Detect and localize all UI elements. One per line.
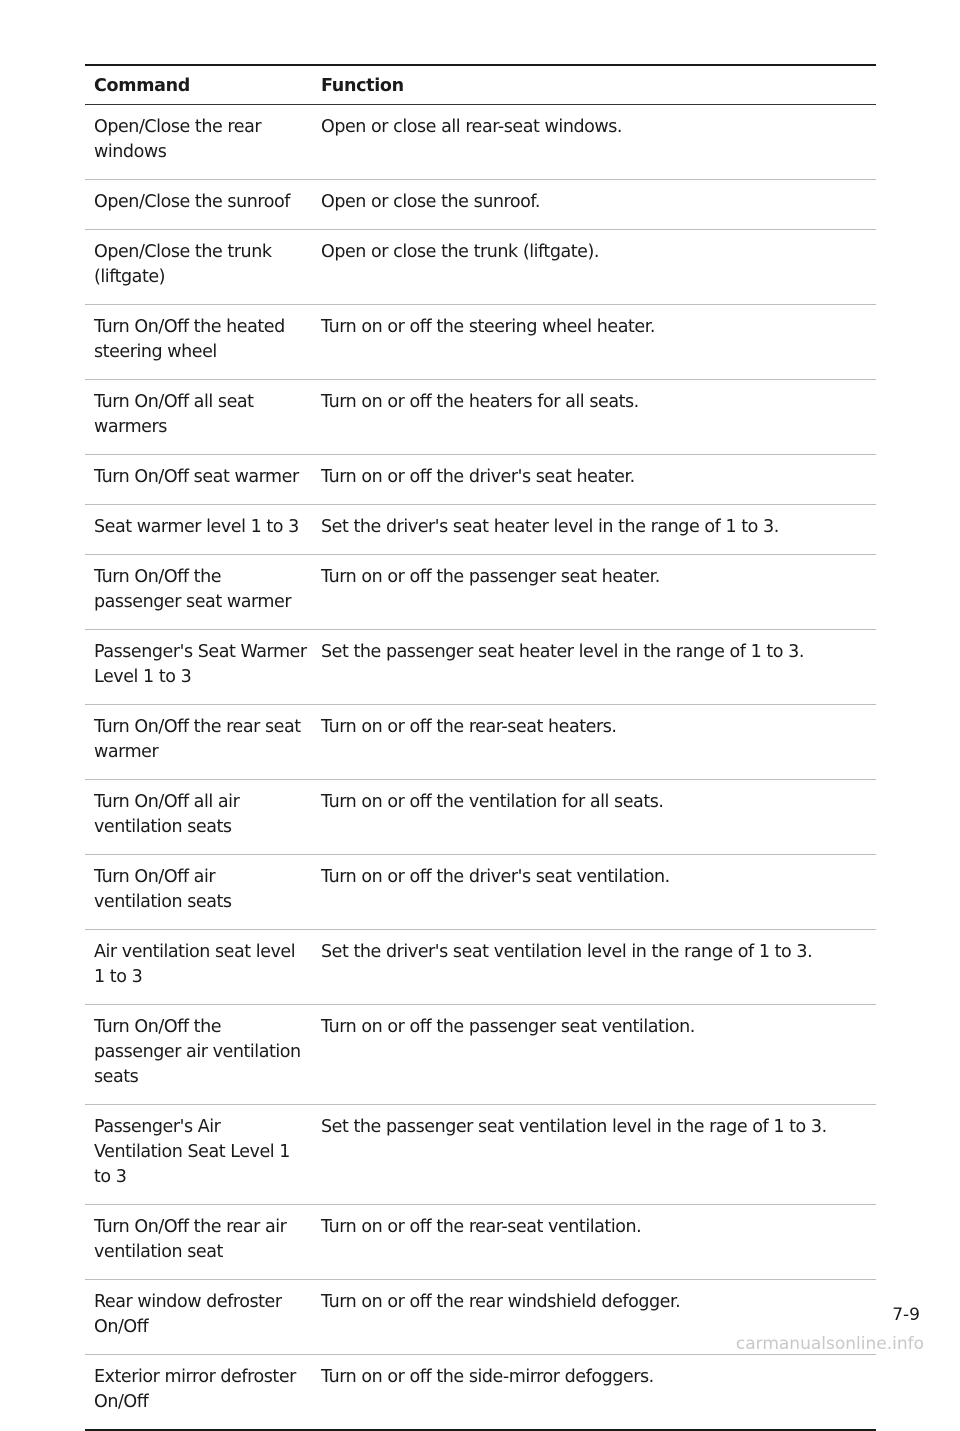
- command-cell: Rear window defroster On/Off: [85, 1280, 312, 1355]
- command-cell: Open/Close the trunk (liftgate): [85, 230, 312, 305]
- table-row: [85, 380, 876, 455]
- command-cell: Turn On/Off air ventilation seats: [85, 855, 312, 930]
- table-header: [85, 65, 876, 105]
- column-header-function: Function: [312, 65, 876, 105]
- column-header-command: Command: [85, 65, 312, 105]
- command-cell: Open/Close the rear windows: [85, 105, 312, 180]
- function-cell: Set the driver's seat ventilation level in the range of 1 to 3.: [312, 930, 876, 1005]
- table-row: [85, 1355, 876, 1431]
- function-cell: Set the passenger seat heater level in the range of 1 to 3.: [312, 630, 876, 705]
- table-row: [85, 705, 876, 780]
- command-cell: Seat warmer level 1 to 3: [85, 505, 312, 555]
- command-cell: Turn On/Off the heated steering wheel: [85, 305, 312, 380]
- table-row: [85, 930, 876, 1005]
- command-cell: Air ventilation seat level 1 to 3: [85, 930, 312, 1005]
- table-row: [85, 1105, 876, 1205]
- table-row: [85, 305, 876, 380]
- command-table: [85, 64, 876, 1431]
- function-cell: Open or close the sunroof.: [312, 180, 876, 230]
- function-cell: Turn on or off the heaters for all seats.: [312, 380, 876, 455]
- function-cell: Turn on or off the passenger seat ventilation.: [312, 1005, 876, 1105]
- function-cell: Set the passenger seat ventilation level in the rage of 1 to 3.: [312, 1105, 876, 1205]
- command-cell: Turn On/Off all air ventilation seats: [85, 780, 312, 855]
- table-row: [85, 180, 876, 230]
- table-row: [85, 855, 876, 930]
- function-cell: Turn on or off the driver's seat ventilation.: [312, 855, 876, 930]
- table-row: [85, 105, 876, 180]
- function-cell: Turn on or off the rear windshield defogger.: [312, 1280, 876, 1355]
- command-cell: Turn On/Off seat warmer: [85, 455, 312, 505]
- table-row: [85, 630, 876, 705]
- command-cell: Exterior mirror defroster On/Off: [85, 1355, 312, 1431]
- table-row: [85, 1205, 876, 1280]
- header-row: [85, 65, 876, 105]
- function-cell: Turn on or off the passenger seat heater.: [312, 555, 876, 630]
- command-cell: Turn On/Off the rear seat warmer: [85, 705, 312, 780]
- command-cell: Turn On/Off the passenger seat warmer: [85, 555, 312, 630]
- table-row: [85, 455, 876, 505]
- table-body: [85, 105, 876, 1431]
- command-table-container: [85, 64, 876, 1431]
- function-cell: Turn on or off the rear-seat ventilation.: [312, 1205, 876, 1280]
- table-row: [85, 230, 876, 305]
- command-cell: Turn On/Off the passenger air ventilation seats: [85, 1005, 312, 1105]
- page-number: 7-9: [892, 1305, 920, 1325]
- function-cell: Turn on or off the side-mirror defoggers.: [312, 1355, 876, 1431]
- watermark: carmanualsonline.info: [735, 1334, 924, 1354]
- table-row: [85, 505, 876, 555]
- function-cell: Open or close the trunk (liftgate).: [312, 230, 876, 305]
- function-cell: Open or close all rear-seat windows.: [312, 105, 876, 180]
- function-cell: Set the driver's seat heater level in the range of 1 to 3.: [312, 505, 876, 555]
- table-row: [85, 1005, 876, 1105]
- function-cell: Turn on or off the rear-seat heaters.: [312, 705, 876, 780]
- command-cell: Open/Close the sunroof: [85, 180, 312, 230]
- function-cell: Turn on or off the ventilation for all seats.: [312, 780, 876, 855]
- function-cell: Turn on or off the steering wheel heater.: [312, 305, 876, 380]
- command-cell: Passenger's Air Ventilation Seat Level 1 to 3: [85, 1105, 312, 1205]
- command-cell: Turn On/Off all seat warmers: [85, 380, 312, 455]
- table-row: [85, 780, 876, 855]
- function-cell: Turn on or off the driver's seat heater.: [312, 455, 876, 505]
- command-cell: Turn On/Off the rear air ventilation seat: [85, 1205, 312, 1280]
- table-row: [85, 555, 876, 630]
- command-cell: Passenger's Seat Warmer Level 1 to 3: [85, 630, 312, 705]
